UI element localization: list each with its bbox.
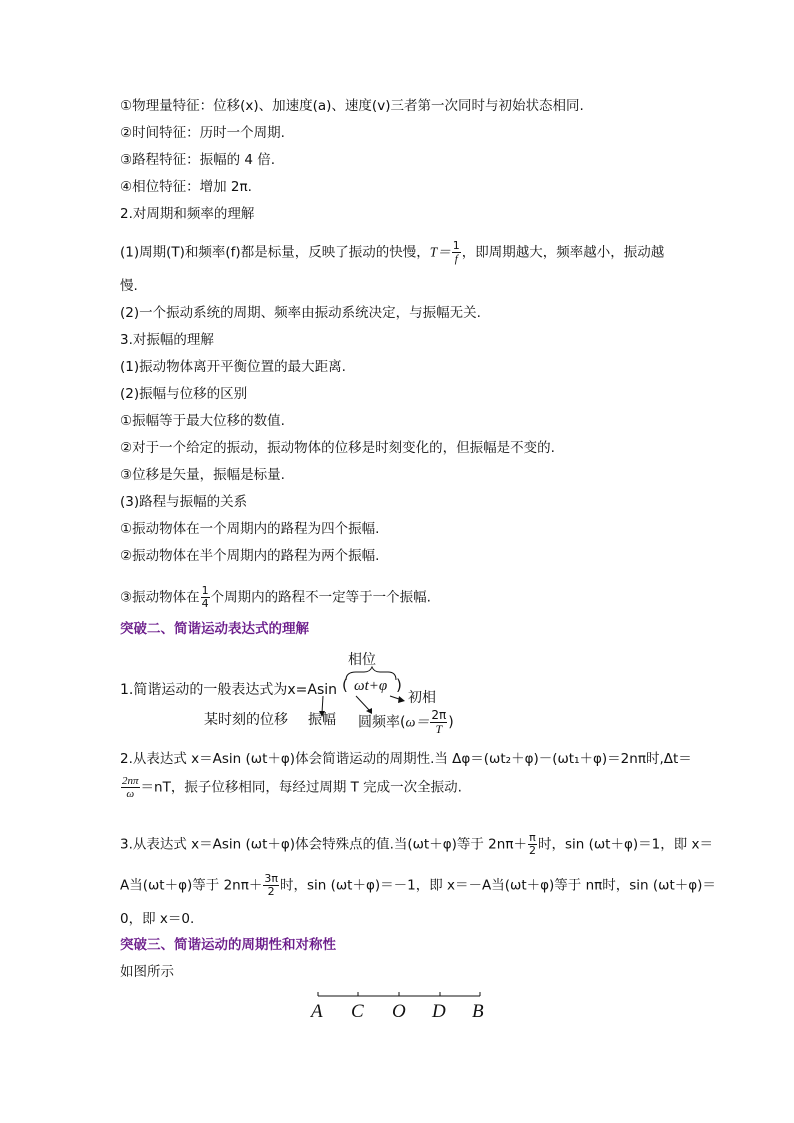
expr3-line3: 0，即 x＝0. bbox=[120, 911, 195, 927]
frac-den: f bbox=[454, 253, 458, 265]
period-p1-a: (1)周期(T)和频率(f)都是标量，反映了振动的快慢， bbox=[120, 244, 430, 261]
expr3-frac2 bbox=[263, 873, 279, 898]
omega-num: 2π bbox=[431, 708, 447, 722]
quarter-num: 1 bbox=[201, 584, 209, 597]
expr3-line1 bbox=[120, 832, 713, 857]
expr3-frac1 bbox=[528, 832, 537, 857]
point-d: D bbox=[432, 1001, 446, 1022]
path-vs-amp-3-b: 个周期内的路程不一定等于一个振幅. bbox=[210, 589, 431, 606]
formula-paren-close: ) bbox=[396, 676, 402, 694]
period-p1 bbox=[120, 240, 664, 265]
point-a: A bbox=[311, 1001, 323, 1022]
figure-caption: 如图所示 bbox=[120, 964, 174, 980]
heading-breakthrough-3: 突破三、简谐运动的周期性和对称性 bbox=[120, 937, 336, 953]
period-p1-cont: 慢. bbox=[120, 278, 138, 294]
expr3-frac1-num: π bbox=[529, 831, 536, 844]
path-vs-amp-1: ①振动物体在一个周期内的路程为四个振幅. bbox=[120, 521, 380, 537]
period-p2: (2)一个振动系统的周期、频率由振动系统决定，与振幅无关. bbox=[120, 305, 481, 321]
formula-diagram bbox=[120, 645, 520, 740]
expr3-l1b: 时，sin (ωt＋φ)＝1，即 x＝ bbox=[537, 836, 714, 853]
amp-vs-disp: (2)振幅与位移的区别 bbox=[120, 386, 248, 402]
amp-vs-disp-3: ③位移是矢量，振幅是标量. bbox=[120, 467, 285, 483]
amp-vs-disp-2: ②对于一个给定的振动，振动物体的位移是时刻变化的，但振幅是不变的. bbox=[120, 440, 555, 456]
label-angular-frequency bbox=[358, 709, 454, 736]
expr2-line2-text: ＝nT，振子位移相同，每经过周期 T 完成一次全振动. bbox=[140, 779, 462, 796]
ang-freq-text: 圆频率( bbox=[358, 714, 406, 731]
label-displacement: 某时刻的位移 bbox=[204, 712, 288, 728]
amp-vs-disp-1: ①振幅等于最大位移的数值. bbox=[120, 413, 285, 429]
path-vs-amp-2: ②振动物体在半个周期内的路程为两个振幅. bbox=[120, 548, 380, 564]
expr3-l2b: 时，sin (ωt＋φ)＝－1，即 x＝－A当(ωt＋φ)等于 nπ时，sin (ωt＋φ)＝ bbox=[279, 877, 716, 894]
expr2-den: ω bbox=[126, 788, 135, 800]
expr3-l2a: A当(ωt＋φ)等于 2nπ＋ bbox=[120, 877, 263, 894]
char-physical: ①物理量特征：位移(x)、加速度(a)、速度(v)三者第一次同时与初始状态相同. bbox=[120, 98, 584, 114]
point-b: B bbox=[472, 1001, 484, 1022]
char-phase: ④相位特征：增加 2π. bbox=[120, 179, 252, 195]
amplitude-title: 3.对振幅的理解 bbox=[120, 332, 214, 348]
label-amplitude: 振幅 bbox=[308, 712, 336, 728]
period-p1-b: T＝ bbox=[429, 244, 451, 260]
omega-eq: ω＝ bbox=[405, 715, 430, 731]
expr3-line2 bbox=[120, 873, 716, 898]
expr2-line2 bbox=[120, 775, 462, 800]
period-title: 2.对周期和频率的理解 bbox=[120, 206, 255, 222]
expr3-l1a: 3.从表达式 x＝Asin (ωt＋φ)体会特殊点的值.当(ωt＋φ)等于 2nπ＋ bbox=[120, 836, 527, 853]
frac-num: 1 bbox=[452, 239, 460, 252]
path-vs-amp-3-a: ③振动物体在 bbox=[120, 589, 200, 606]
omega-fraction bbox=[430, 709, 447, 736]
period-p1-c: ，即周期越大，频率越小，振动越 bbox=[461, 244, 665, 261]
period-fraction bbox=[452, 240, 461, 265]
formula-lead: 1.简谐运动的一般表达式为x=Asin bbox=[120, 682, 338, 698]
amp-def: (1)振动物体离开平衡位置的最大距离. bbox=[120, 359, 346, 375]
expr2-fraction bbox=[121, 775, 140, 800]
label-phase: 相位 bbox=[348, 652, 376, 668]
quarter-fraction bbox=[201, 585, 210, 610]
formula-paren-open: ( bbox=[342, 676, 348, 694]
expr3-frac2-den: 2 bbox=[267, 885, 275, 898]
char-path: ③路程特征：振幅的 4 倍. bbox=[120, 152, 276, 168]
heading-breakthrough-2: 突破二、简谐运动表达式的理解 bbox=[120, 621, 309, 637]
path-vs-amp-3 bbox=[120, 585, 431, 610]
expr3-frac1-den: 2 bbox=[528, 844, 536, 857]
quarter-den: 4 bbox=[201, 597, 209, 610]
point-o: O bbox=[392, 1001, 406, 1022]
expr2-num: 2nπ bbox=[122, 775, 139, 787]
point-c: C bbox=[351, 1001, 364, 1022]
char-time: ②时间特征：历时一个周期. bbox=[120, 125, 285, 141]
ang-freq-close: ) bbox=[448, 714, 454, 731]
formula-inner: ωt+φ bbox=[354, 678, 388, 694]
omega-den: T bbox=[435, 722, 443, 736]
expr2-line1: 2.从表达式 x＝Asin (ωt＋φ)体会简谐运动的周期性.当 Δφ＝(ωt₂＋φ)－(ωt₁＋φ)＝2nπ时,Δt＝ bbox=[120, 751, 692, 767]
path-vs-amp: (3)路程与振幅的关系 bbox=[120, 494, 248, 510]
expr3-frac2-num: 3π bbox=[264, 872, 278, 885]
label-initial-phase: 初相 bbox=[408, 690, 436, 706]
